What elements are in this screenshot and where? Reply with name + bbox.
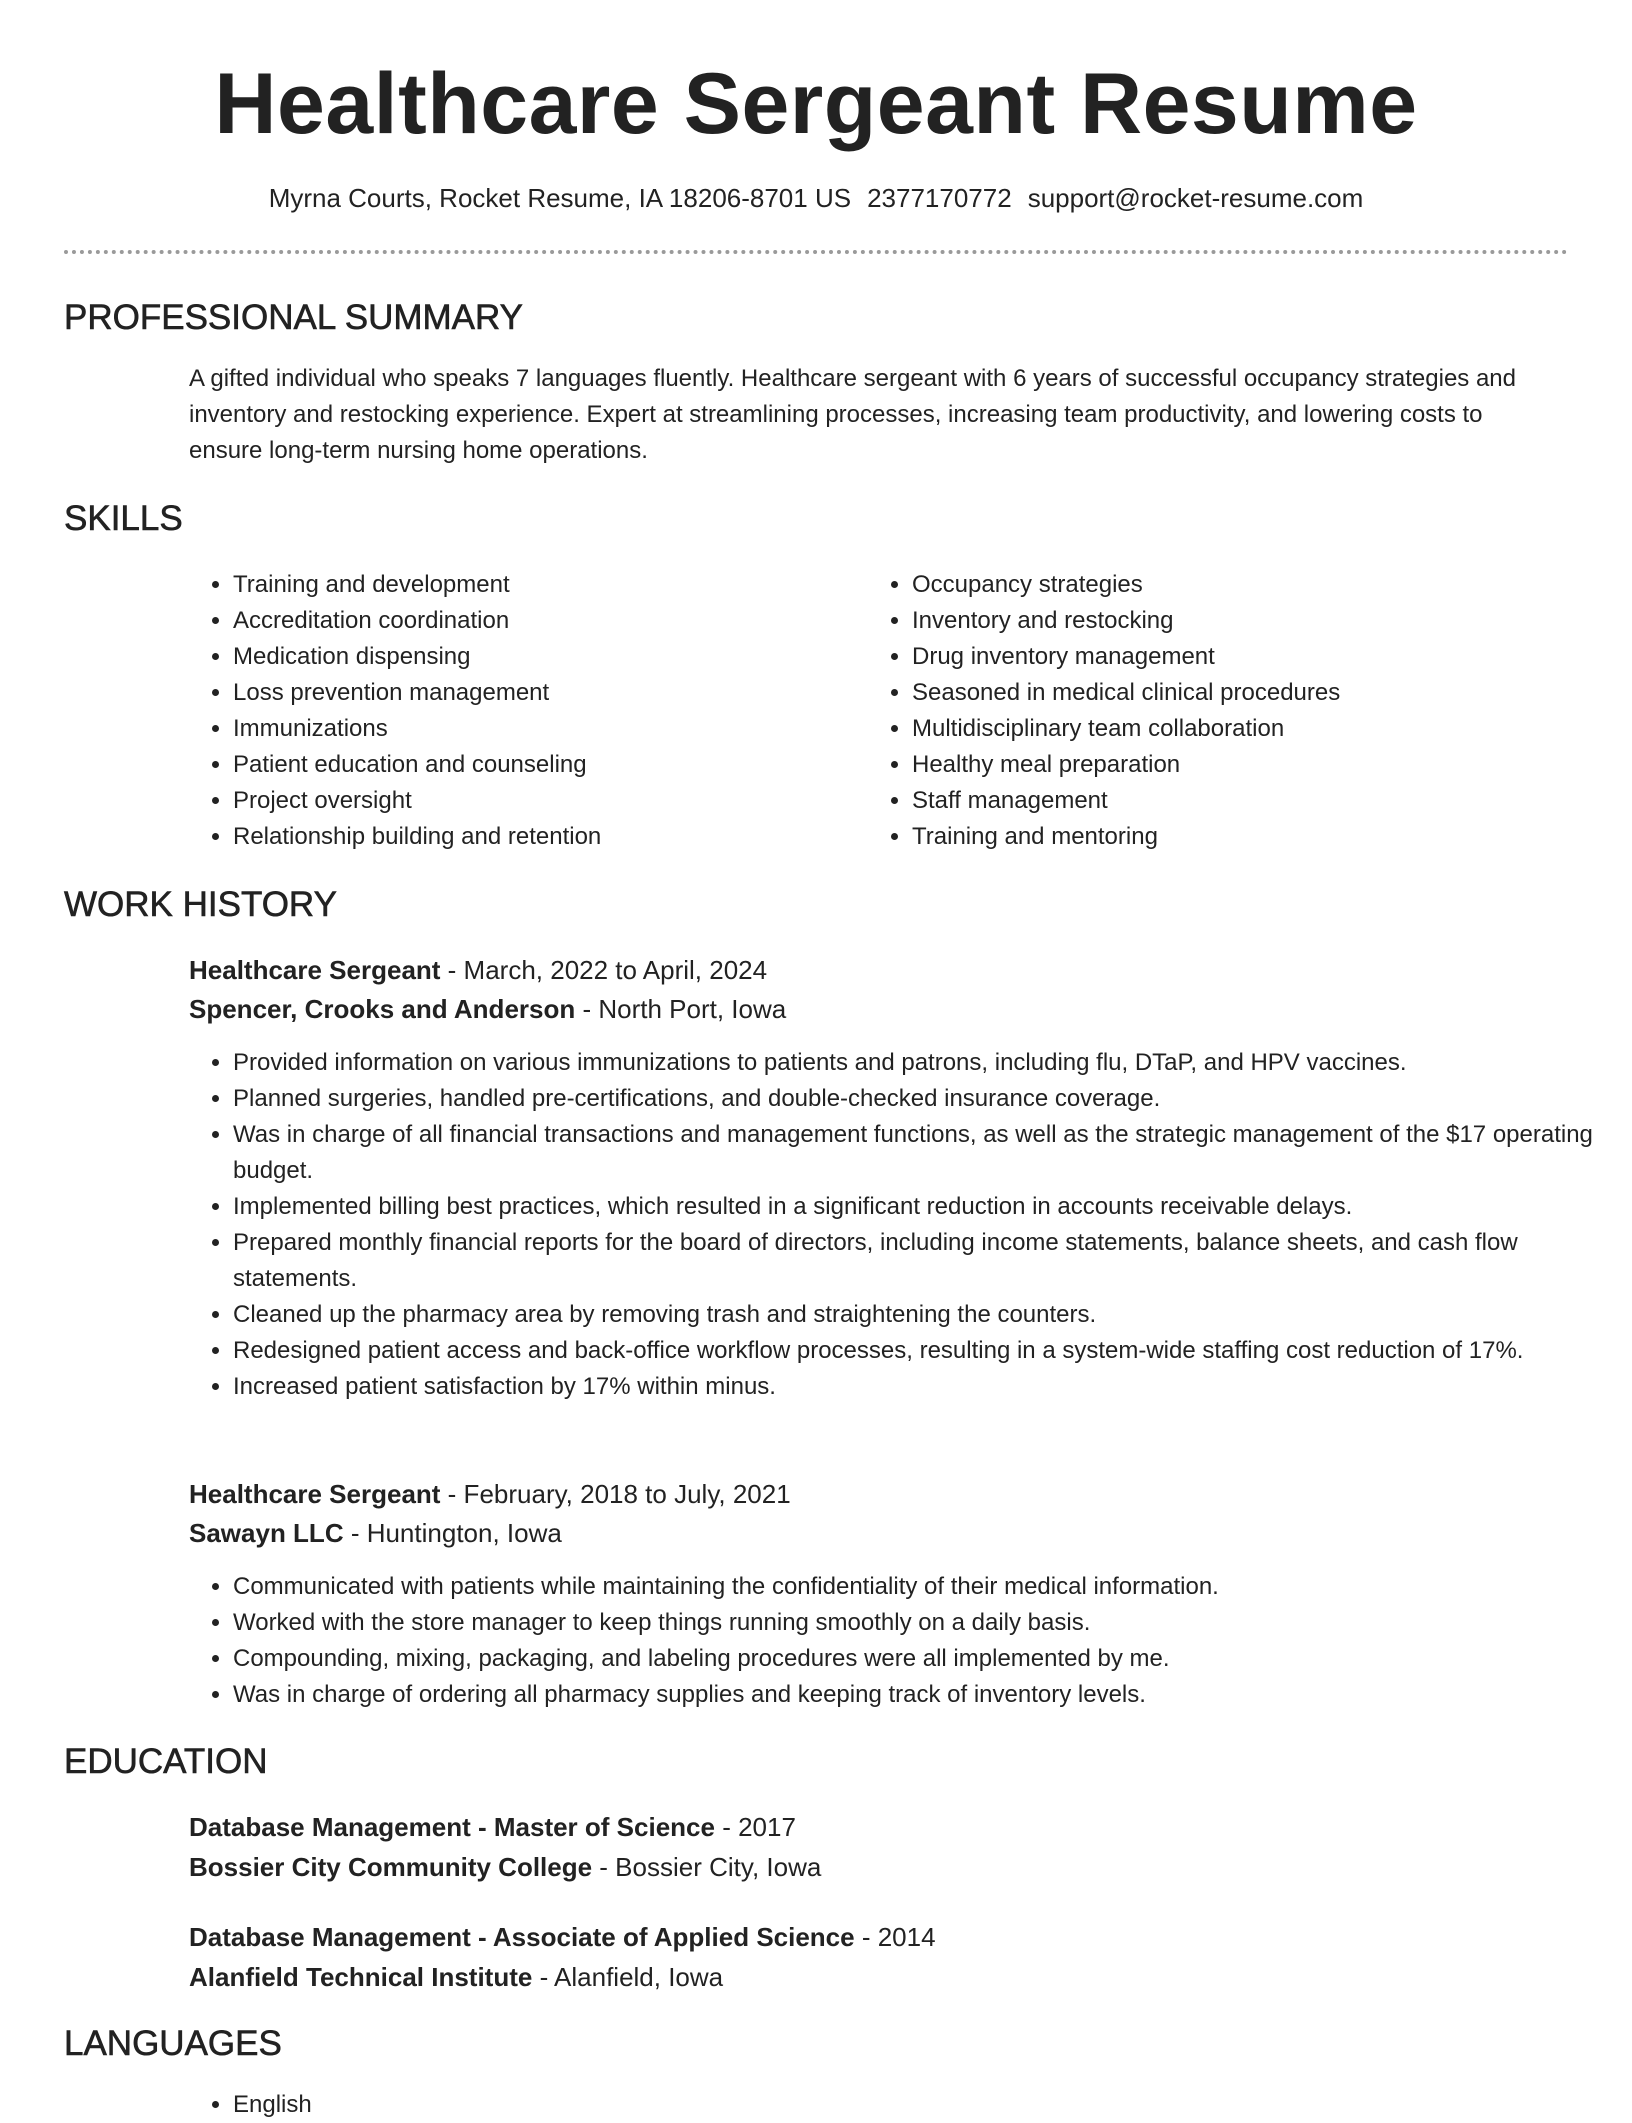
job-bullet: • Planned surgeries, handled pre-certifications, and double-checked insurance coverage.	[233, 1081, 1603, 1117]
job-bullet: • Compounding, mixing, packaging, and labeling procedures were all implemented by me.	[233, 1641, 1603, 1677]
job-bullet: • Was in charge of all financial transactions and management functions, as well as the strategic management of the $17 operating budget.	[233, 1117, 1603, 1189]
education-school-line	[189, 1958, 723, 1996]
skill-item: • Occupancy strategies	[912, 567, 1547, 603]
section-title-education: EDUCATION	[64, 1742, 268, 1781]
skill-item: • Loss prevention management	[233, 675, 868, 711]
skill-item: • Project oversight	[233, 783, 868, 819]
contact-email[interactable]: support@rocket-resume.com	[1027, 183, 1364, 213]
skill-item: • Staff management	[912, 783, 1547, 819]
skills-column-right	[868, 567, 1547, 855]
job-title: Healthcare Sergeant	[189, 955, 441, 985]
education-school: Bossier City Community College	[189, 1852, 593, 1882]
job-bullet: • Increased patient satisfaction by 17% within minus.	[233, 1369, 1603, 1405]
education-degree: Database Management - Associate of Applied Science	[189, 1922, 855, 1952]
education-school: Alanfield Technical Institute	[189, 1962, 533, 1992]
job-dates: - March, 2022 to April, 2024	[440, 955, 768, 985]
job-title: Healthcare Sergeant	[189, 1479, 441, 1509]
job-title-line	[189, 1475, 791, 1513]
job-company-line	[189, 990, 786, 1028]
skills-column-left	[189, 567, 868, 855]
education-degree-line	[189, 1918, 936, 1956]
header-divider	[64, 250, 1568, 254]
section-title-work-history: WORK HISTORY	[64, 885, 337, 924]
contact-phone: 2377170772	[867, 183, 1012, 213]
section-title-summary: PROFESSIONAL SUMMARY	[64, 298, 523, 337]
education-degree-line	[189, 1808, 796, 1846]
job-bullet: • Cleaned up the pharmacy area by removing trash and straightening the counters.	[233, 1297, 1603, 1333]
skill-item: • Immunizations	[233, 711, 868, 747]
education-location: - Bossier City, Iowa	[592, 1852, 822, 1882]
education-year: - 2014	[854, 1922, 936, 1952]
skill-item: • Training and development	[233, 567, 868, 603]
education-degree: Database Management - Master of Science	[189, 1812, 715, 1842]
languages-list	[189, 2087, 1603, 2123]
job-bullet: • Prepared monthly financial reports for the board of directors, including income statements, balance sheets, and cash flow statements.	[233, 1225, 1603, 1297]
skill-item: • Seasoned in medical clinical procedures	[912, 675, 1547, 711]
contact-address: Myrna Courts, Rocket Resume, IA 18206-8701 US	[268, 183, 852, 213]
job-company: Sawayn LLC	[189, 1518, 344, 1548]
language-item: • English	[233, 2087, 1603, 2123]
job-company-line	[189, 1514, 562, 1552]
resume-title: Healthcare Sergeant Resume	[214, 56, 1418, 152]
job-bullet: • Worked with the store manager to keep things running smoothly on a daily basis.	[233, 1605, 1603, 1641]
skill-item: • Drug inventory management	[912, 639, 1547, 675]
job-location: - North Port, Iowa	[575, 994, 787, 1024]
section-title-languages: LANGUAGES	[64, 2024, 282, 2063]
job-bullet: • Redesigned patient access and back-office workflow processes, resulting in a system-wide staffing cost reduction of 17%.	[233, 1333, 1603, 1369]
job-bullet: • Implemented billing best practices, which resulted in a significant reduction in accounts receivable delays.	[233, 1189, 1603, 1225]
job-company: Spencer, Crooks and Anderson	[189, 994, 576, 1024]
job-location: - Huntington, Iowa	[343, 1518, 562, 1548]
education-school-line	[189, 1848, 821, 1886]
education-year: - 2017	[714, 1812, 796, 1842]
skill-item: • Medication dispensing	[233, 639, 868, 675]
job-bullets	[189, 1045, 1603, 1405]
skill-item: • Relationship building and retention	[233, 819, 868, 855]
skill-item: • Training and mentoring	[912, 819, 1547, 855]
job-dates: - February, 2018 to July, 2021	[440, 1479, 791, 1509]
summary-text: A gifted individual who speaks 7 languages fluently. Healthcare sergeant with 6 years of successful occupancy strategies and inventory and restocking experience. Expert at streamlining processes, increasing team productivity, and lowering costs to ensure long-term nursing home operations.	[189, 365, 1516, 464]
skill-item: • Healthy meal preparation	[912, 747, 1547, 783]
skill-item: • Inventory and restocking	[912, 603, 1547, 639]
job-bullet: • Was in charge of ordering all pharmacy supplies and keeping track of inventory levels.	[233, 1677, 1603, 1713]
education-location: - Alanfield, Iowa	[532, 1962, 724, 1992]
skills-list	[189, 567, 1569, 855]
job-bullet: • Provided information on various immunizations to patients and patrons, including flu, DTaP, and HPV vaccines.	[233, 1045, 1603, 1081]
contact-line	[0, 181, 1632, 215]
skill-item: • Multidisciplinary team collaboration	[912, 711, 1547, 747]
skill-item: • Patient education and counseling	[233, 747, 868, 783]
skill-item: • Accreditation coordination	[233, 603, 868, 639]
job-bullets	[189, 1569, 1603, 1713]
section-title-skills: SKILLS	[64, 499, 183, 538]
job-title-line	[189, 951, 767, 989]
job-bullet: • Communicated with patients while maintaining the confidentiality of their medical information.	[233, 1569, 1603, 1605]
